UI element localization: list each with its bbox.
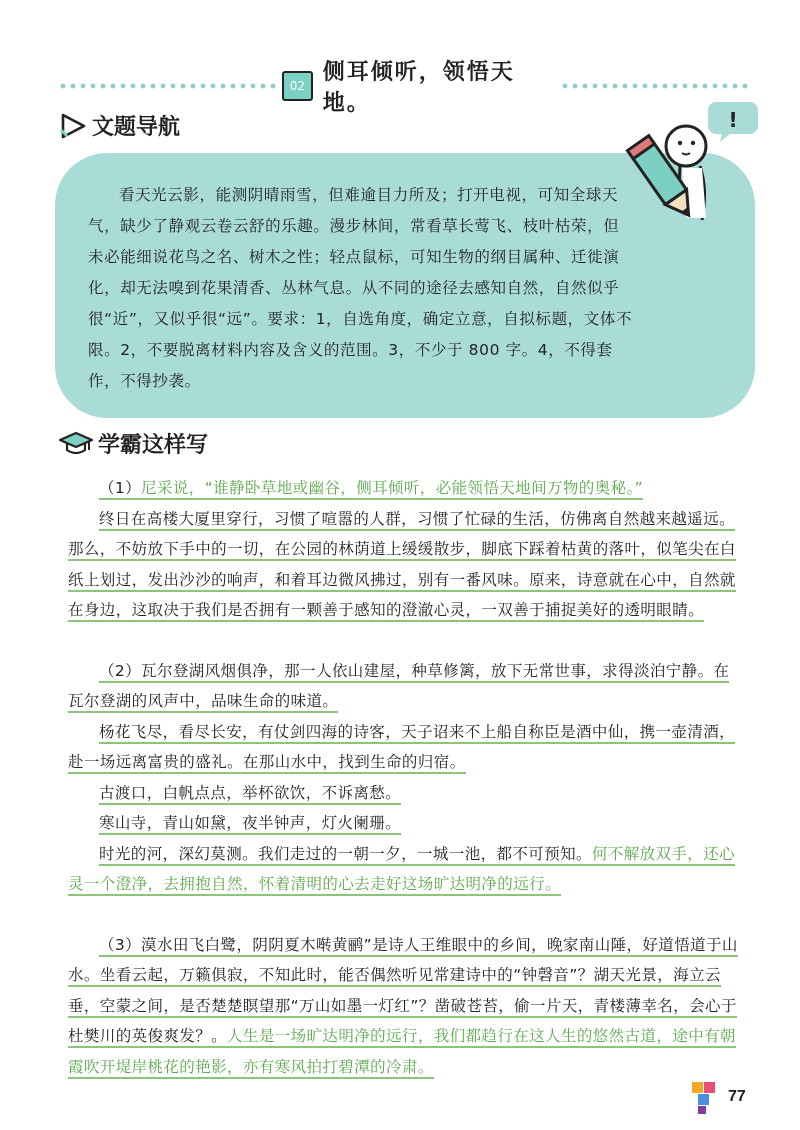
section-sample-heading	[58, 428, 208, 459]
essay-paragraph-1	[68, 473, 743, 504]
p5-text: 古渡口，白帆点点，举杯欲饮，不诉离愁。	[99, 784, 401, 805]
p1-prefix: （1）	[99, 479, 141, 500]
header-dotted-rule-right	[560, 83, 750, 89]
publisher-logo-icon	[690, 1080, 720, 1116]
essay-paragraph-8	[68, 930, 743, 1083]
pencil-mascot-illustration	[620, 98, 760, 238]
essay-paragraph-6	[68, 808, 743, 839]
graduation-cap-icon	[58, 430, 94, 458]
sample-essay	[68, 473, 743, 1082]
chapter-title: 侧耳倾听，领悟天地。	[322, 59, 515, 116]
p3-text: （2）瓦尔登湖风烟俱净，那一人依山建屋，种草修篱，放下无常世事，求得淡泊宁静。在瓦尔登湖的风声中，品味生命的味道。	[68, 662, 729, 714]
section-sample-title: 学霸这样写	[98, 432, 209, 458]
speech-mark-text: !	[728, 108, 738, 132]
essay-paragraph-4	[68, 717, 743, 778]
chapter-number-badge: 02	[282, 71, 313, 101]
p8-green: 人生是一场旷达明净的远行，我们都趋行在这人生的悠然古道，途中有朝霞吹开堤岸桃花的艳影，亦有寒风拍打碧潭的冷肃。	[68, 1027, 736, 1079]
p4-text: 杨花飞尽，看尽长安，有仗剑四海的诗客，天子诏来不上船自称臣是酒中仙，携一壶清酒，赴一场远离富贵的盛礼。在那山水中，找到生命的归宿。	[68, 723, 735, 775]
essay-paragraph-2	[68, 504, 743, 626]
header-dotted-rule-left	[58, 83, 276, 89]
essay-paragraph-3	[68, 656, 743, 717]
play-triangle-icon	[58, 112, 88, 140]
p7-plain: 时光的河，深幻莫测。我们走过的一朝一夕，一城一池，都不可预知。	[99, 845, 592, 866]
chapter-header	[282, 59, 552, 116]
section-topic-heading	[58, 110, 180, 141]
p8-plain: （3）漠水田飞白鹭，阴阴夏木啭黄鹂”是诗人王维眼中的乡间，晚家南山陲，好道悟道于山水。坐看云起，万籁俱寂，不知此时，能否偶然听见常建诗中的“钟磬音”？湖天光景，海立云垂，空蒙之间，是否楚楚瞑望那“万山如墨一灯红”？凿破苍苔，偷一片天，青楼薄幸名，会心于杜樊川的英俊爽发？。	[68, 936, 738, 1049]
p1-quote: 尼采说，“谁静卧草地或幽谷，侧耳倾听，必能领悟天地间万物的奥秘。”	[141, 479, 643, 500]
p7-green: 何不解放双手，还心灵一个澄净，去拥抱自然，怀着清明的心去走好这场旷达明净的远行。	[68, 845, 735, 897]
essay-paragraph-5	[68, 778, 743, 809]
p2-text: 终日在高楼大厦里穿行，习惯了喧嚣的人群，习惯了忙碌的生活，仿佛离自然越来越遥远。那么，不妨放下手中的一切，在公园的林荫道上缓缓散步，脚底下踩着枯黄的落叶，似笔尖在白纸上划过，发出沙沙的响声，和着耳边微风拂过，别有一番风味。原来，诗意就在心中，自然就在身边，这取决于我们是否拥有一颗善于感知的澄澈心灵，一双善于捕捉美好的透明眼睛。	[68, 510, 736, 623]
page-number: 77	[728, 1088, 746, 1105]
section-topic-title: 文题导航	[92, 114, 181, 140]
p6-text: 寒山寺，青山如黛，夜半钟声，灯火阑珊。	[99, 814, 401, 835]
topic-body-text: 看天光云影，能测阴晴雨雪，但难逾目力所及；打开电视，可知全球天气，缺少了静观云卷云舒的乐趣。漫步林间，常看草长莺飞、枝叶枯荣，但未必能细说花鸟之名、树木之性；轻点鼠标，可知生物的纲目属种、迁徙演化，却无法嗅到花果清香、丛林气息。从不同的途径去感知自然，自然似乎很“近”，又似乎很“远”。要求：1，自选角度，确定立意，自拟标题，文体不限。2，不要脱离材料内容及含义的范围。3，不少于 800 字。4，不得套作，不得抄袭。	[88, 186, 633, 390]
essay-paragraph-7	[68, 839, 743, 900]
